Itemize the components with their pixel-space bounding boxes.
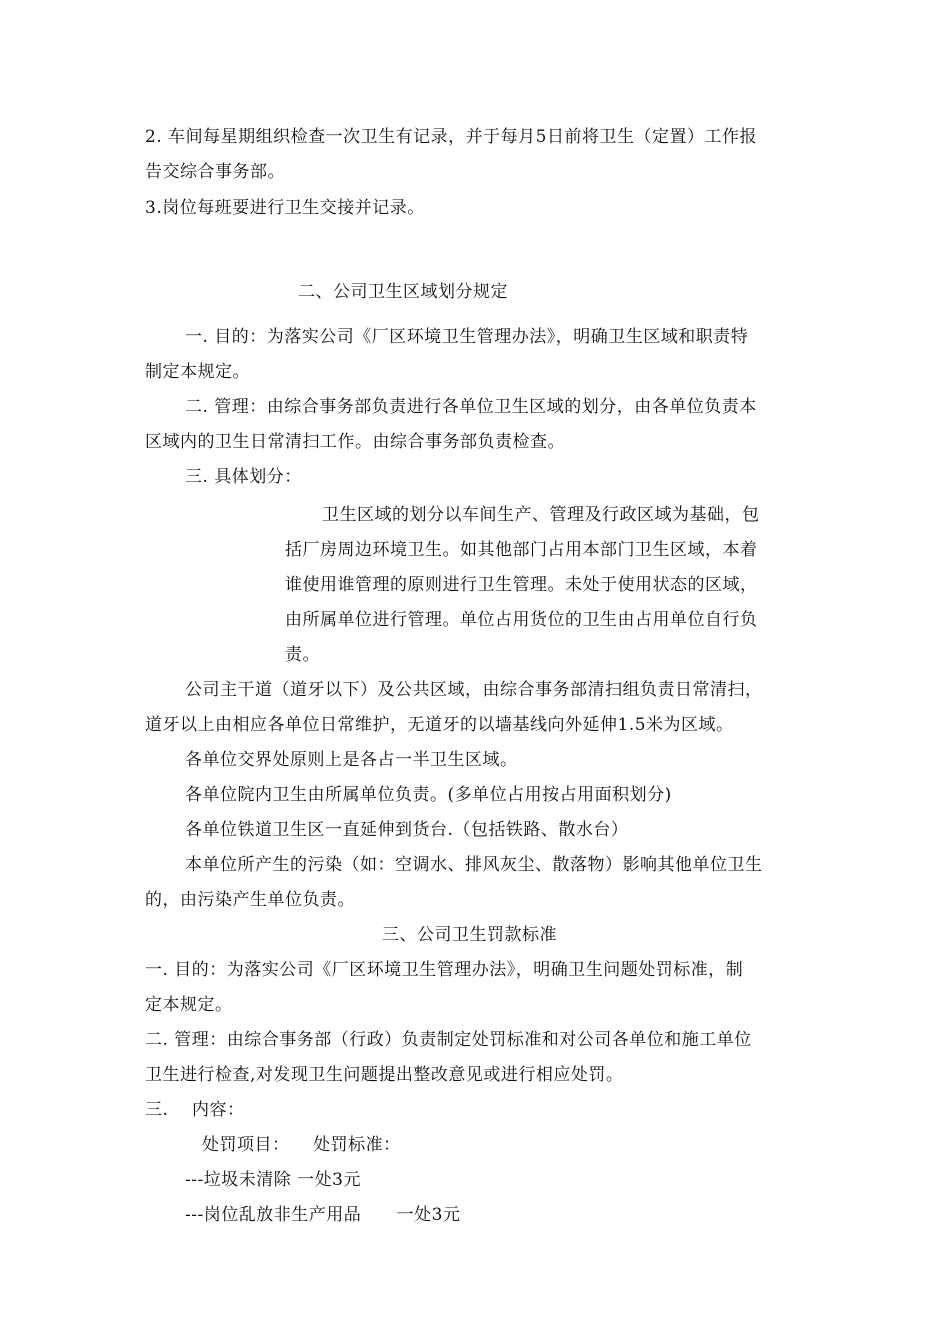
penalty-table-header: 处罚项目： 处罚标准： xyxy=(202,1135,401,1155)
sec3-purpose: 一. 目的：为落实公司《厂区环境卫生管理办法》，明确卫生问题处罚标准，制 xyxy=(145,960,744,980)
penalty-item-non-production-items: ---岗位乱放非生产用品 一处3元 xyxy=(185,1205,461,1225)
boundary-rule: 各单位交界处原则上是各占一半卫生区域。 xyxy=(185,750,518,770)
division-para-line-5: 责。 xyxy=(285,645,320,665)
sec3-content-heading: 三. 内容： xyxy=(145,1100,245,1120)
sec2-division-heading: 三. 具体划分： xyxy=(185,467,302,487)
item-2-weekly-inspection: 2. 车间每星期组织检查一次卫生有记录，并于每月5日前将卫生（定置）工作报 xyxy=(145,127,757,147)
pollution-rule: 本单位所产生的污染（如：空调水、排风灰尘、散落物）影响其他单位卫生 xyxy=(185,855,763,875)
railway-rule: 各单位铁道卫生区一直延伸到货台.（包括铁路、散水台） xyxy=(185,820,629,840)
courtyard-rule: 各单位院内卫生由所属单位负责。(多单位占用按占用面积划分) xyxy=(185,785,672,805)
sec2-purpose: 一. 目的：为落实公司《厂区环境卫生管理办法》，明确卫生区域和职责特 xyxy=(185,327,749,347)
sec3-management: 二. 管理：由综合事务部（行政）负责制定处罚标准和对公司各单位和施工单位 xyxy=(145,1030,752,1050)
division-para-line-4: 由所属单位进行管理。单位占用货位的卫生由占用单位自行负 xyxy=(285,610,758,630)
item-2-continued: 告交综合事务部。 xyxy=(145,162,285,182)
sec2-purpose-continued: 制定本规定。 xyxy=(145,362,250,382)
item-3-shift-handover: 3.岗位每班要进行卫生交接并记录。 xyxy=(145,198,425,218)
main-road-rule: 公司主干道（道牙以下）及公共区域，由综合事务部清扫组负责日常清扫， xyxy=(185,680,763,700)
sec2-management-continued: 区域内的卫生日常清扫工作。由综合事务部负责检查。 xyxy=(145,432,565,452)
main-road-rule-continued: 道牙以上由相应各单位日常维护，无道牙的以墙基线向外延伸1.5米为区域。 xyxy=(145,715,734,735)
pollution-rule-continued: 的，由污染产生单位负责。 xyxy=(145,890,355,910)
penalty-item-garbage: ---垃圾未清除 一处3元 xyxy=(185,1170,361,1190)
division-para-line-2: 括厂房周边环境卫生。如其他部门占用本部门卫生区域，本着 xyxy=(285,540,758,560)
sec2-management: 二. 管理：由综合事务部负责进行各单位卫生区域的划分，由各单位负责本 xyxy=(185,397,757,417)
sec3-management-continued: 卫生进行检查,对发现卫生问题提出整改意见或进行相应处罚。 xyxy=(145,1065,624,1085)
division-para-line-3: 谁使用谁管理的原则进行卫生管理。未处于使用状态的区域， xyxy=(285,575,758,595)
sec3-purpose-continued: 定本规定。 xyxy=(145,995,233,1015)
section-2-heading: 二、公司卫生区域划分规定 xyxy=(298,282,508,302)
section-3-heading: 三、公司卫生罚款标准 xyxy=(382,925,557,945)
division-para-line-1: 卫生区域的划分以车间生产、管理及行政区域为基础，包 xyxy=(322,505,760,525)
